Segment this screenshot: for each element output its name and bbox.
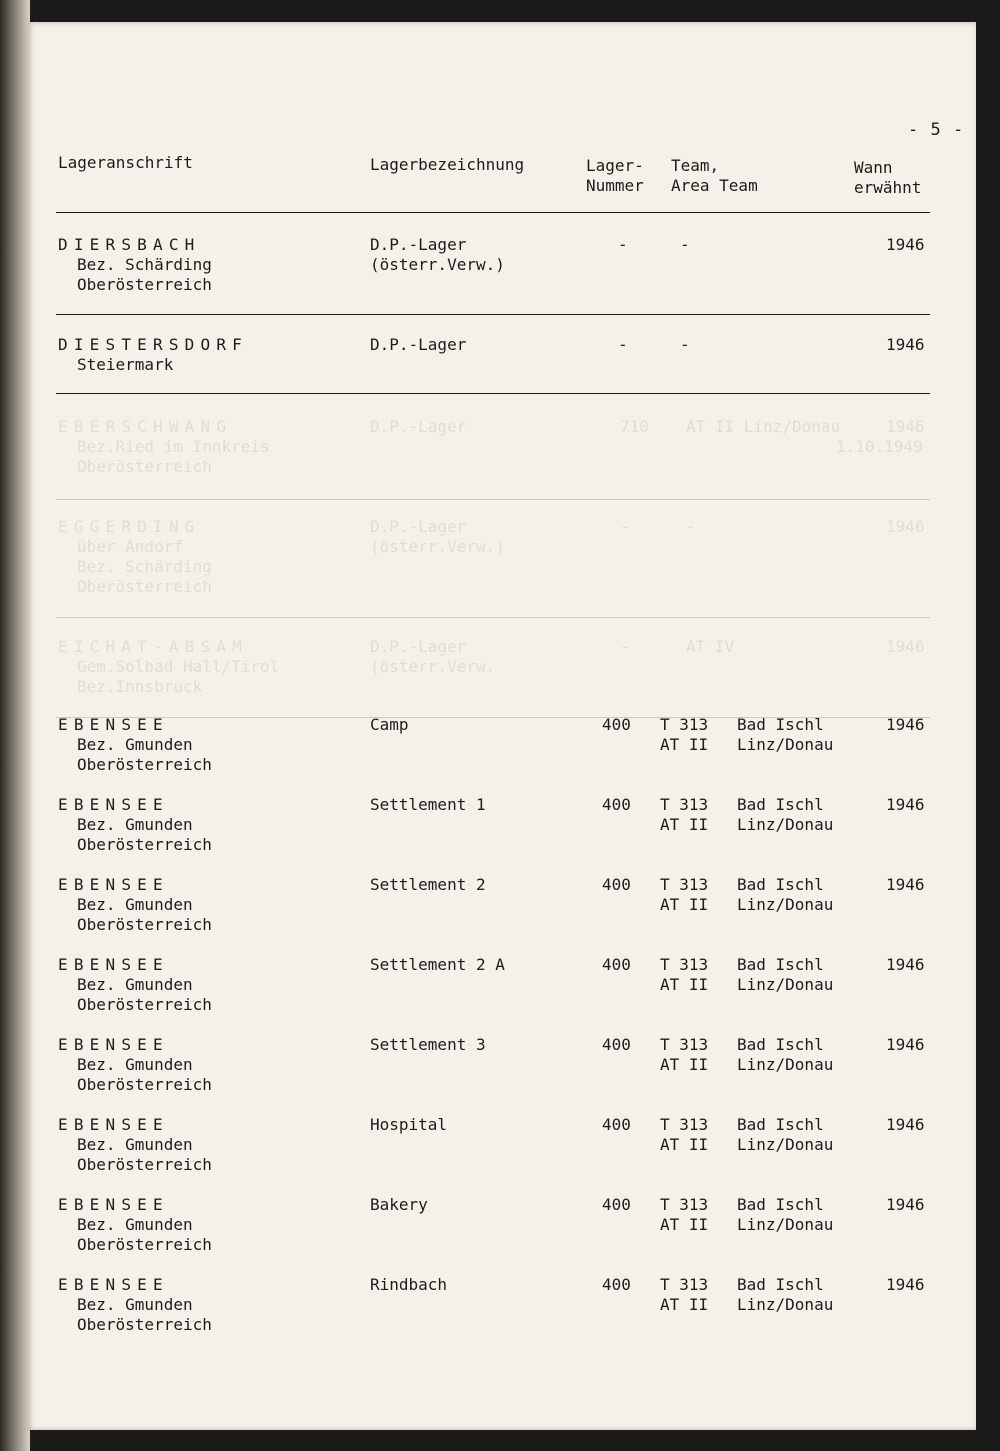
ghost-number: - <box>620 637 630 656</box>
area-team: AT II <box>660 1295 709 1314</box>
area-team: - <box>680 335 690 354</box>
team-location: Bad Ischl <box>737 1195 824 1214</box>
year-mentioned: 1946 <box>886 1115 925 1134</box>
camp-name: EBENSEE <box>58 955 169 974</box>
camp-location: Oberösterreich <box>77 1315 212 1334</box>
camp-number: 400 <box>602 715 631 734</box>
ghost-camp-name: EGGERDING <box>58 517 201 536</box>
area-team: AT II <box>660 1055 709 1074</box>
ghost-row-divider <box>56 499 930 500</box>
ghost-camp-name: EICHAT-ABSAM <box>58 637 248 656</box>
camp-location: Bez. Gmunden <box>77 975 193 994</box>
camp-designation: D.P.-Lager <box>370 235 467 254</box>
area-team: AT II <box>660 815 709 834</box>
team-location: Bad Ischl <box>737 1035 824 1054</box>
camp-location: Bez. Gmunden <box>77 1055 193 1074</box>
camp-location: Bez. Gmunden <box>77 735 193 754</box>
ghost-camp-location: Oberösterreich <box>77 457 212 476</box>
ghost-designation: D.P.-Lager <box>370 517 467 536</box>
area-team: AT II <box>660 895 709 914</box>
ghost-camp-name: EBERSCHWANG <box>58 417 233 436</box>
camp-number: - <box>618 235 628 254</box>
year-mentioned: 1946 <box>886 1035 925 1054</box>
camp-number: 400 <box>602 1115 631 1134</box>
team-location: Linz/Donau <box>737 975 834 994</box>
camp-number: 400 <box>602 1275 631 1294</box>
team-location: Linz/Donau <box>737 1055 834 1074</box>
camp-name: EBENSEE <box>58 1035 169 1054</box>
ghost-team: AT II Linz/Donau <box>686 417 841 436</box>
team-location: Linz/Donau <box>737 735 834 754</box>
camp-number: 400 <box>602 795 631 814</box>
camp-number: - <box>618 335 628 354</box>
team-location: Linz/Donau <box>737 895 834 914</box>
team-location: Bad Ischl <box>737 715 824 734</box>
ghost-designation: (österr.Verw. <box>370 657 496 676</box>
area-team: T 313 <box>660 1115 709 1134</box>
camp-number: 400 <box>602 955 631 974</box>
camp-location: Oberösterreich <box>77 835 212 854</box>
area-team: T 313 <box>660 795 709 814</box>
ghost-year: 1946 <box>886 637 925 656</box>
header-team-line2: Area Team <box>671 176 758 195</box>
camp-name: DIESTERSDORF <box>58 335 248 354</box>
area-team: T 313 <box>660 955 709 974</box>
area-team: AT II <box>660 975 709 994</box>
camp-location: Oberösterreich <box>77 915 212 934</box>
camp-designation: Rindbach <box>370 1275 448 1294</box>
ghost-camp-location: Oberösterreich <box>77 577 212 596</box>
header-mentioned-line2: erwähnt <box>854 178 922 197</box>
camp-location: Oberösterreich <box>77 1155 212 1174</box>
camp-number: 400 <box>602 1195 631 1214</box>
team-location: Linz/Donau <box>737 1135 834 1154</box>
area-team: AT II <box>660 1215 709 1234</box>
ghost-designation: D.P.-Lager <box>370 417 467 436</box>
camp-designation: D.P.-Lager <box>370 335 467 354</box>
header-number-line1: Lager- <box>586 156 644 175</box>
camp-name: DIERSBACH <box>58 235 201 254</box>
header-rule <box>56 212 930 213</box>
ghost-designation: D.P.-Lager <box>370 637 467 656</box>
year-mentioned: 1946 <box>886 875 925 894</box>
row-divider <box>56 393 930 394</box>
camp-location: Oberösterreich <box>77 275 212 294</box>
camp-designation: Settlement 2 A <box>370 955 505 974</box>
camp-designation: Camp <box>370 715 409 734</box>
row-divider <box>56 314 930 315</box>
camp-number: 400 <box>602 875 631 894</box>
area-team: - <box>680 235 690 254</box>
ghost-team: AT IV <box>686 637 735 656</box>
team-location: Linz/Donau <box>737 815 834 834</box>
camp-name: EBENSEE <box>58 795 169 814</box>
ghost-number: 710 <box>620 417 649 436</box>
year-mentioned: 1946 <box>886 235 925 254</box>
camp-location: Oberösterreich <box>77 755 212 774</box>
camp-location: Oberösterreich <box>77 1235 212 1254</box>
area-team: T 313 <box>660 1275 709 1294</box>
document-page <box>28 22 976 1430</box>
header-team-line1: Team, <box>671 156 720 175</box>
camp-designation: Hospital <box>370 1115 448 1134</box>
team-location: Bad Ischl <box>737 955 824 974</box>
year-mentioned: 1946 <box>886 715 925 734</box>
ghost-camp-location: über Andorf <box>77 537 183 556</box>
camp-number: 400 <box>602 1035 631 1054</box>
ghost-year: 1.10.1949 <box>836 437 923 456</box>
ghost-year: 1946 <box>886 417 925 436</box>
ghost-number: - <box>620 517 630 536</box>
camp-designation: Bakery <box>370 1195 428 1214</box>
year-mentioned: 1946 <box>886 955 925 974</box>
camp-location: Oberösterreich <box>77 995 212 1014</box>
camp-name: EBENSEE <box>58 875 169 894</box>
area-team: AT II <box>660 735 709 754</box>
camp-designation: Settlement 3 <box>370 1035 486 1054</box>
camp-location: Steiermark <box>77 355 174 374</box>
team-location: Linz/Donau <box>737 1215 834 1234</box>
team-location: Bad Ischl <box>737 875 824 894</box>
area-team: T 313 <box>660 1195 709 1214</box>
team-location: Linz/Donau <box>737 1295 834 1314</box>
ghost-row-divider <box>56 717 930 718</box>
area-team: T 313 <box>660 715 709 734</box>
camp-location: Bez. Gmunden <box>77 895 193 914</box>
camp-location: Bez. Schärding <box>77 255 212 274</box>
camp-location: Oberösterreich <box>77 1075 212 1094</box>
year-mentioned: 1946 <box>886 335 925 354</box>
camp-name: EBENSEE <box>58 1195 169 1214</box>
camp-location: Bez. Gmunden <box>77 1295 193 1314</box>
camp-designation: (österr.Verw.) <box>370 255 505 274</box>
camp-designation: Settlement 1 <box>370 795 486 814</box>
camp-location: Bez. Gmunden <box>77 1215 193 1234</box>
header-designation: Lagerbezeichnung <box>370 155 525 174</box>
team-location: Bad Ischl <box>737 1275 824 1294</box>
ghost-camp-location: Bez.Innsbruck <box>77 677 203 696</box>
header-mentioned-line1: Wann <box>854 158 893 177</box>
camp-name: EBENSEE <box>58 715 169 734</box>
ghost-camp-location: Bez. Schärding <box>77 557 212 576</box>
year-mentioned: 1946 <box>886 1275 925 1294</box>
camp-name: EBENSEE <box>58 1275 169 1294</box>
ghost-designation: (österr.Verw.) <box>370 537 505 556</box>
team-location: Bad Ischl <box>737 795 824 814</box>
area-team: T 313 <box>660 875 709 894</box>
page-number: - 5 - <box>908 120 965 140</box>
header-number-line2: Nummer <box>586 176 644 195</box>
year-mentioned: 1946 <box>886 795 925 814</box>
ghost-year: 1946 <box>886 517 925 536</box>
year-mentioned: 1946 <box>886 1195 925 1214</box>
camp-name: EBENSEE <box>58 1115 169 1134</box>
header-address: Lageranschrift <box>58 153 193 172</box>
camp-designation: Settlement 2 <box>370 875 486 894</box>
area-team: AT II <box>660 1135 709 1154</box>
team-location: Bad Ischl <box>737 1115 824 1134</box>
area-team: T 313 <box>660 1035 709 1054</box>
ghost-camp-location: Gem.Solbad Hall/Tirol <box>77 657 280 676</box>
ghost-camp-location: Bez.Ried im Innkreis <box>77 437 270 456</box>
book-spine <box>0 0 30 1451</box>
ghost-team: - <box>686 517 696 536</box>
camp-location: Bez. Gmunden <box>77 1135 193 1154</box>
camp-location: Bez. Gmunden <box>77 815 193 834</box>
ghost-row-divider <box>56 617 930 618</box>
